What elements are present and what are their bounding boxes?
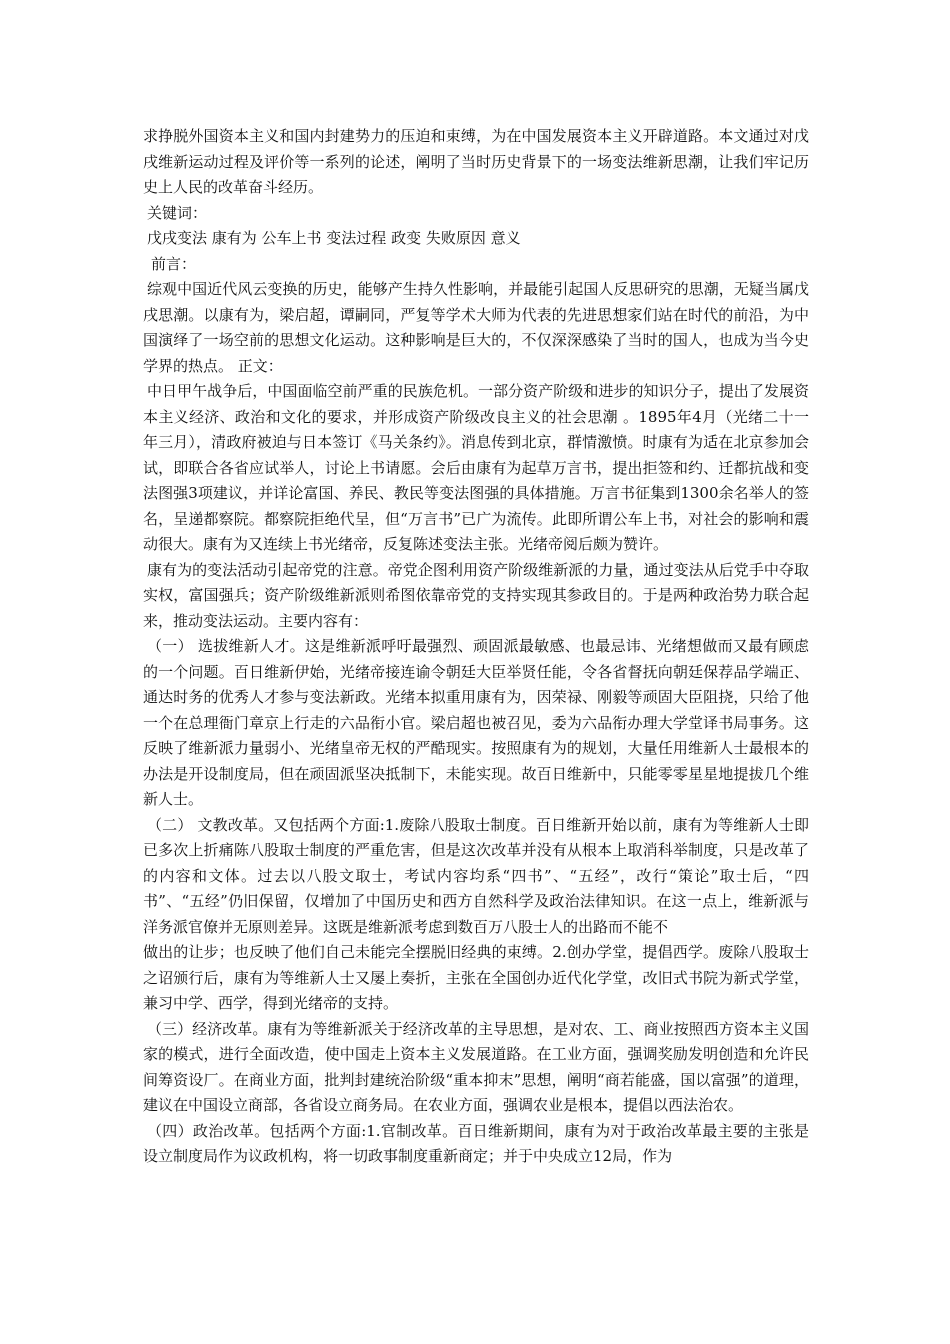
abstract-text: 求挣脱外国资本主义和国内封建势力的压迫和束缚，为在中国发展资本主义开辟道路。本文通过对戊戌维新运动过程及评价等一系列的论述，阐明了当时历史背景下的一场变法维新思潮，让我们牢记历史上人民的改革奋斗经历。: [143, 127, 809, 196]
reform-item-4: （四）政治改革。包括两个方面:1.官制改革。百日维新期间，康有为对于政治改革最主要的主张是设立制度局作为议政机构，将一切政事制度重新商定；并于中央成立12局，作为: [143, 1121, 809, 1165]
document-page: [143, 124, 809, 1170]
body-paragraph-2: 康有为的变法活动引起帝党的注意。帝党企图利用资产阶级维新派的力量，通过变法从后党手中夺取实权，富国强兵；资产阶级维新派则希图依靠帝党的支持实现其参政目的。于是两种政治势力联合起来，推动变法运动。主要内容有：: [143, 560, 809, 630]
keywords-list: 戊戌变法 康有为 公车上书 变法过程 政变 失败原因 意义: [147, 229, 521, 247]
keywords-label: 关键词：: [147, 203, 208, 222]
preface-paragraph: 综观中国近代风云变换的历史，能够产生持久性影响，并最能引起国人反思研究的思潮，无疑当属戊戌思潮。以康有为，梁启超，谭嗣同，严复等学术大师为代表的先进思想家们站在时代的前沿，为中国演绎了一场空前的思想文化运动。这种影响是巨大的，不仅深深感染了当时的国人，也成为当今史学界的热点。 正文：: [143, 280, 809, 375]
reform-item-3: （三）经济改革。康有为等维新派关于经济改革的主导思想，是对农、工、商业按照西方资本主义国家的模式，进行全面改造，使中国走上资本主义发展道路。在工业方面，强调奖励发明创造和允许民间筹资设厂。在商业方面，批判封建统治阶级“重本抑末”思想，阐明“商若能盛，国以富强”的道理，建议在中国设立商部，各省设立商务局。在农业方面，强调农业是根本，提倡以西法治农。: [143, 1019, 809, 1114]
reform-item-1: （一） 选拔维新人才。这是维新派呼吁最强烈、顽固派最敏感、也最忌讳、光绪想做而又最有顾虑的一个问题。百日维新伊始，光绪帝接连谕令朝廷大臣举贤任能，令各省督抚向朝廷保荐品学端正、通达时务的优秀人才参与变法新政。光绪本拟重用康有为，因荣禄、刚毅等顽固大臣阻挠，只给了他一个在总理衙门章京上行走的六品衔小官。梁启超也被召见，委为六品衔办理大学堂译书局事务。这反映了维新派力量弱小、光绪皇帝无权的严酷现实。按照康有为的规划，大量任用维新人士最根本的办法是开设制度局，但在顽固派坚决抵制下，未能实现。故百日维新中，只能零零星星地提拔几个维新人士。: [143, 637, 809, 808]
preface-label: 前言：: [151, 254, 197, 273]
body-paragraph-1: 中日甲午战争后，中国面临空前严重的民族危机。一部分资产阶级和进步的知识分子，提出了发展资本主义经济、政治和文化的要求，并形成资产阶级改良主义的社会思潮 。1895年4月（光绪二十一年三月），清政府被迫与日本签订《马关条约》。消息传到北京，群情激愤。时康有为适在北京参加会试，即联合各省应试举人，讨论上书请愿。会后由康有为起草万言书，提出拒签和约、迁都抗战和变法图强3项建议，并详论富国、养民、教民等变法图强的具体措施。万言书征集到1300余名举人的签名，呈递都察院。都察院拒绝代呈，但“万言书”已广为流传。此即所谓公车上书，对社会的影响和震动很大。康有为又连续上书光绪帝，反复陈述变法主张。光绪帝阅后颇为赞许。: [143, 382, 809, 553]
reform-item-2: （二） 文教改革。又包括两个方面:1.废除八股取士制度。百日维新开始以前，康有为等维新人士即已多次上折痛陈八股取士制度的严重危害，但是这次改革并没有从根本上取消科举制度，只是改革了的内容和文体。过去以八股文取士，考试内容均系“四书”、“五经”，改行“策论”取士后，“四书”、“五经”仍旧保留，仅增加了中国历史和西方自然科学及政治法律知识。在这一点上，维新派与洋务派官僚并无原则差异。这既是维新派考虑到数百万八股士人的出路而不能不: [143, 815, 809, 936]
reform-item-2-continued: 做出的让步；也反映了他们自己未能完全摆脱旧经典的束缚。2.创办学堂，提倡西学。废除八股取士之诏颁行后，康有为等维新人士又屡上奏折，主张在全国创办近代化学堂，改旧式书院为新式学堂，兼习中学、西学，得到光绪帝的支持。: [143, 943, 809, 1012]
